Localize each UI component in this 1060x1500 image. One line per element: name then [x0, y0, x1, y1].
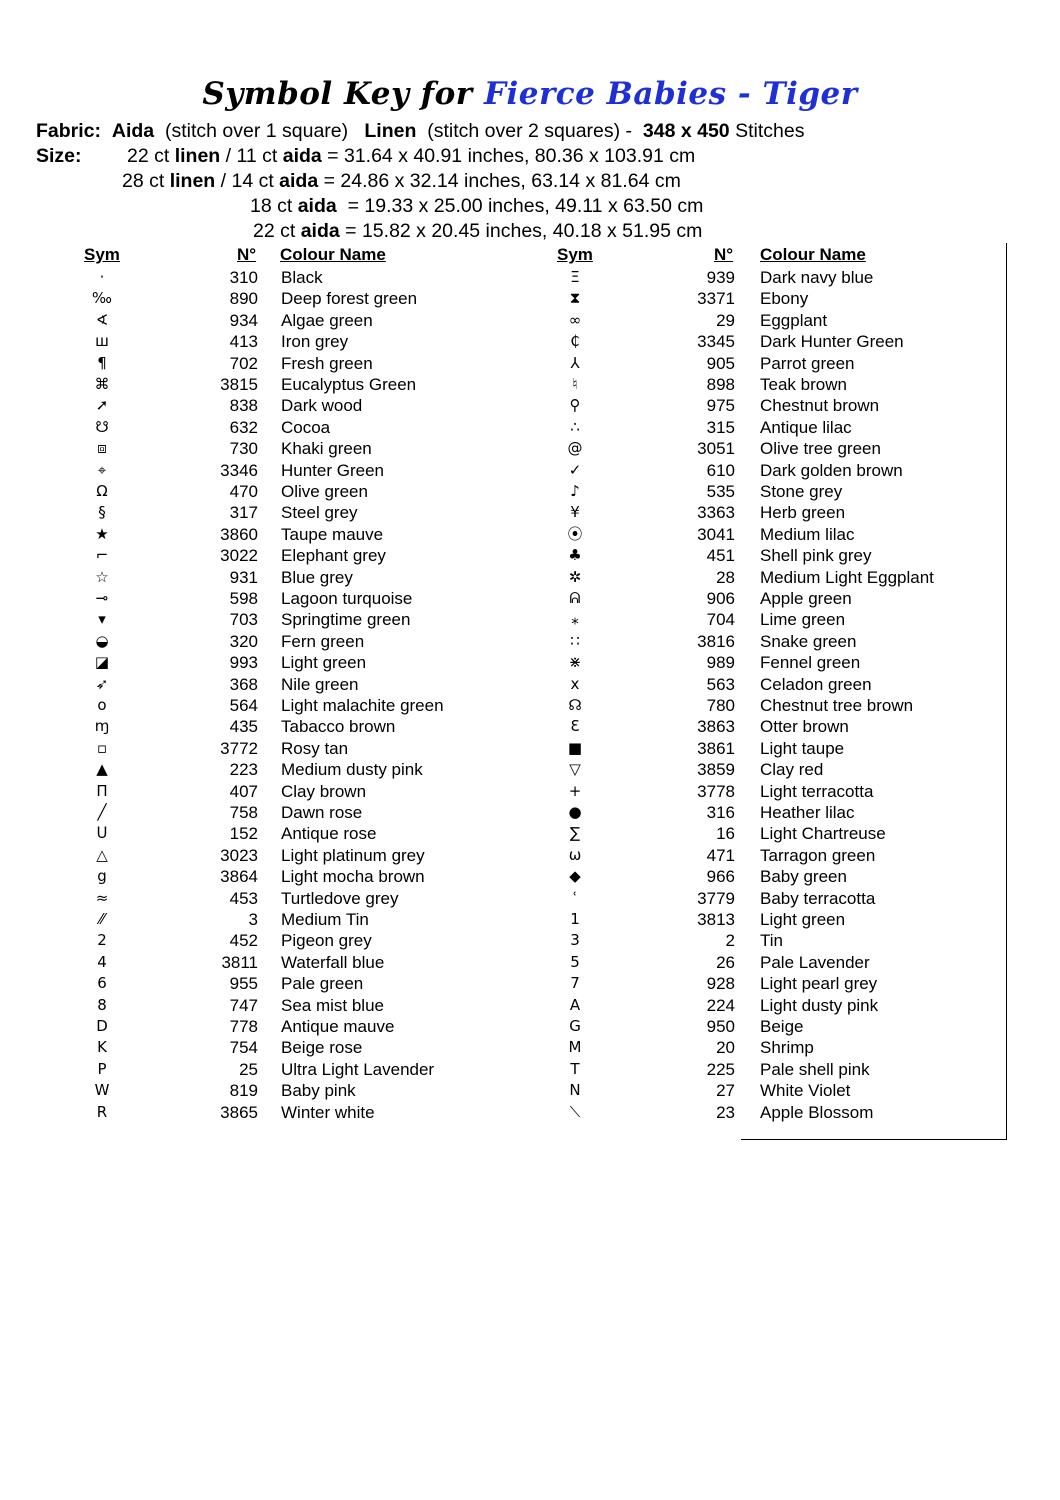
colour-name: Olive tree green — [760, 439, 881, 459]
size-line-2 — [122, 169, 681, 193]
floss-number: 934 — [229, 310, 258, 330]
floss-number: 989 — [706, 653, 735, 673]
colour-name: Waterfall blue — [281, 952, 385, 972]
symbol-glyph: ⌐ — [95, 546, 109, 565]
colour-name: Baby pink — [281, 1081, 356, 1101]
colour-name: Winter white — [281, 1102, 375, 1122]
size-line-1-e: = 31.64 x 40.91 inches, 80.36 x 103.91 cm — [321, 145, 696, 167]
symbol-glyph: 8 — [97, 995, 107, 1014]
colour-name: Blue grey — [281, 567, 353, 587]
size-line-4-a: 22 ct — [253, 220, 301, 242]
left-header-name: Colour Name — [280, 245, 386, 264]
floss-number: 3816 — [697, 631, 735, 651]
colour-name: Baby terracotta — [760, 888, 876, 908]
floss-number: 754 — [229, 1038, 258, 1058]
symbol-glyph: D — [96, 1017, 108, 1035]
colour-name: Teak brown — [760, 375, 847, 394]
symbol-glyph: ∢ — [95, 310, 109, 329]
symbol-glyph: ♪ — [570, 482, 580, 500]
floss-number: 3778 — [697, 781, 735, 801]
symbol-glyph: ⧗ — [569, 289, 581, 308]
size-line-3 — [250, 194, 703, 218]
floss-number: 23 — [716, 1102, 735, 1122]
colour-name: Tarragon green — [760, 845, 876, 865]
floss-number: 598 — [229, 589, 258, 608]
symbol-glyph: ⁎ — [571, 610, 579, 629]
symbol-glyph: M — [568, 1038, 582, 1057]
floss-number: 931 — [229, 567, 258, 587]
floss-number: 778 — [229, 1017, 258, 1036]
colour-name: Beige — [760, 1017, 804, 1036]
floss-number: 225 — [706, 1059, 735, 1079]
fabric-linen-note: (stitch over 2 squares) - — [427, 120, 633, 142]
symbol-glyph: ¶ — [97, 353, 107, 372]
colour-name: Pale shell pink — [760, 1059, 870, 1079]
floss-number: 950 — [706, 1017, 735, 1036]
floss-number: 563 — [706, 674, 735, 694]
symbol-glyph: ᕱ — [569, 589, 581, 607]
symbol-glyph: A — [569, 995, 581, 1014]
symbol-glyph: ⌖ — [97, 460, 107, 479]
symbol-glyph: ♮ — [572, 375, 578, 393]
symbol-glyph: 2 — [97, 931, 107, 950]
colour-name: Apple green — [760, 589, 852, 608]
size-line-3-d: aida — [297, 195, 337, 217]
colour-name: Hunter Green — [281, 460, 384, 480]
colour-name: Deep forest green — [281, 289, 418, 309]
symbol-glyph: N — [569, 1081, 581, 1100]
floss-number: 470 — [229, 482, 258, 501]
colour-name: Light taupe — [760, 738, 845, 758]
symbol-glyph: ∞ — [568, 310, 582, 329]
floss-number: 28 — [716, 567, 735, 587]
floss-number: 316 — [706, 803, 735, 822]
colour-name: Shell pink grey — [760, 546, 872, 566]
table-bottom-rule — [741, 1139, 1007, 1140]
page-title — [0, 76, 1060, 112]
floss-number: 3813 — [697, 910, 735, 929]
symbol-glyph: x — [570, 674, 580, 693]
floss-number: 535 — [706, 482, 735, 501]
left-header-sym: Sym — [84, 245, 120, 264]
symbol-glyph: ⋇ — [568, 653, 582, 672]
floss-number: 632 — [229, 417, 258, 437]
colour-name: Parrot green — [760, 353, 855, 373]
colour-name: Clay red — [760, 760, 824, 780]
symbol-glyph: ⊸ — [95, 589, 109, 607]
symbol-glyph: G — [569, 1017, 581, 1035]
colour-name: Light malachite green — [281, 696, 444, 715]
symbol-glyph: o — [97, 696, 107, 714]
floss-number: 730 — [229, 439, 258, 459]
symbol-glyph: g — [97, 867, 107, 886]
symbol-glyph: ₵ — [570, 332, 580, 351]
symbol-glyph: ∷ — [570, 631, 580, 650]
symbol-glyph: ⌘ — [94, 375, 110, 393]
symbol-glyph: ⦿ — [567, 524, 583, 543]
colour-name: White Violet — [760, 1081, 851, 1101]
floss-number: 407 — [229, 781, 258, 801]
floss-number: 966 — [706, 867, 735, 887]
symbol-glyph: · — [99, 268, 105, 286]
size-label-line — [36, 144, 82, 168]
floss-number: 25 — [239, 1059, 258, 1079]
floss-number: 453 — [229, 888, 258, 908]
symbol-glyph: T — [570, 1059, 580, 1078]
symbol-glyph: ⅄ — [570, 353, 580, 372]
colour-name: Heather lilac — [760, 803, 855, 822]
floss-number: 223 — [229, 760, 258, 780]
colour-name: Lime green — [760, 610, 846, 630]
symbol-glyph: ╱ — [97, 803, 107, 821]
colour-name: Khaki green — [281, 439, 372, 459]
floss-number: 317 — [229, 503, 258, 523]
floss-number: 3 — [248, 910, 258, 929]
floss-number: 758 — [229, 803, 258, 822]
floss-number: 20 — [716, 1038, 735, 1058]
size-label: Size: — [36, 145, 82, 167]
colour-name: Rosy tan — [281, 738, 349, 758]
symbol-glyph: 5 — [570, 952, 580, 971]
floss-number: 3859 — [697, 760, 735, 780]
symbol-glyph: ▽ — [569, 760, 581, 779]
colour-name: Eggplant — [760, 310, 828, 330]
symbol-glyph: ‰ — [91, 289, 113, 308]
size-line-3-e: = 19.33 x 25.00 inches, 49.11 x 63.50 cm — [336, 195, 704, 217]
symbol-glyph: ⚲ — [569, 396, 581, 415]
floss-number: 315 — [706, 417, 735, 437]
colour-name: Tin — [760, 931, 783, 951]
size-line-4 — [253, 219, 702, 243]
symbol-glyph: ⁄⁄ — [99, 910, 105, 928]
floss-number: 320 — [229, 631, 258, 651]
floss-number: 310 — [229, 268, 258, 287]
size-line-1-b: linen — [174, 145, 221, 167]
symbol-glyph: ➚ — [95, 396, 109, 415]
symbol-glyph: ☊ — [568, 696, 582, 714]
symbol-glyph: П — [96, 781, 108, 800]
size-line-4-d: aida — [300, 220, 340, 242]
floss-number: 3023 — [220, 845, 258, 865]
size-line-2-a: 28 ct — [122, 170, 170, 192]
colour-name: Ultra Light Lavender — [281, 1059, 435, 1079]
colour-name: Stone grey — [760, 482, 843, 501]
floss-number: 610 — [706, 460, 735, 480]
symbol-glyph: P — [97, 1059, 107, 1078]
symbol-glyph: ш — [95, 332, 109, 351]
colour-name: Light Chartreuse — [760, 824, 886, 844]
colour-name: Medium Tin — [281, 910, 369, 929]
floss-number: 3346 — [220, 460, 258, 480]
symbol-glyph: 6 — [97, 974, 107, 993]
colour-name: Taupe mauve — [281, 524, 384, 544]
floss-number: 955 — [229, 974, 258, 994]
symbol-glyph: ▫ — [96, 738, 108, 757]
colour-name: Sea mist blue — [281, 995, 384, 1015]
colour-name: Medium lilac — [760, 524, 855, 544]
symbol-glyph: ¥ — [570, 503, 580, 522]
floss-number: 993 — [229, 653, 258, 673]
floss-number: 819 — [229, 1081, 258, 1101]
colour-name: Light green — [760, 910, 846, 929]
symbol-glyph: ≈ — [95, 888, 109, 907]
left-header-num: N° — [237, 245, 257, 264]
symbol-glyph: § — [98, 503, 106, 522]
symbol-glyph: ʿ — [572, 888, 578, 907]
size-line-1-c: / 11 ct — [220, 145, 283, 167]
symbol-glyph: ☆ — [95, 567, 109, 586]
size-line-2-d: aida — [279, 170, 319, 192]
symbol-glyph: 4 — [97, 952, 107, 971]
colour-name: Antique rose — [281, 824, 377, 844]
symbol-glyph: K — [97, 1038, 107, 1057]
floss-number: 26 — [716, 952, 735, 972]
colour-name: Pale Lavender — [760, 952, 870, 972]
colour-name: Dark navy blue — [760, 268, 874, 287]
size-line-2-c: / 14 ct — [215, 170, 280, 192]
colour-name: Antique lilac — [760, 417, 852, 437]
colour-name: Light pearl grey — [760, 974, 878, 994]
floss-number: 435 — [229, 717, 258, 737]
symbol-glyph: ■ — [567, 738, 583, 757]
floss-number: 780 — [706, 696, 735, 715]
colour-name: Beige rose — [281, 1038, 363, 1058]
floss-number: 747 — [229, 995, 258, 1015]
floss-number: 29 — [716, 310, 735, 330]
symbol-glyph: ⟍ — [569, 1102, 581, 1121]
floss-number: 3371 — [697, 289, 735, 309]
colour-name: Dark golden brown — [760, 460, 903, 480]
colour-name: Lagoon turquoise — [281, 589, 413, 608]
colour-name: Ebony — [760, 289, 809, 309]
title-prefix: Symbol Key for — [202, 76, 473, 112]
symbol-glyph: ᑌ — [96, 824, 108, 843]
colour-name: Black — [281, 268, 323, 287]
colour-name: Light green — [281, 653, 367, 673]
floss-number: 3779 — [697, 888, 735, 908]
floss-number: 3861 — [697, 738, 735, 758]
floss-number: 2 — [725, 931, 735, 951]
colour-name: Springtime green — [281, 610, 411, 630]
fabric-linen: Linen — [364, 120, 417, 142]
symbol-glyph: Ɛ — [570, 717, 580, 736]
colour-name: Light dusty pink — [760, 995, 879, 1015]
symbol-glyph: Ω — [96, 482, 108, 500]
floss-number: 3860 — [220, 524, 258, 544]
floss-number: 3863 — [697, 717, 735, 737]
fabric-label: Fabric: — [36, 120, 102, 142]
fabric-line — [36, 119, 804, 143]
floss-number: 702 — [229, 353, 258, 373]
floss-number: 3772 — [220, 738, 258, 758]
colour-name: Pigeon grey — [281, 931, 372, 951]
colour-name: Tabacco brown — [281, 717, 396, 737]
colour-name: Pale green — [281, 974, 364, 994]
floss-number: 3022 — [220, 546, 258, 566]
colour-name: Celadon green — [760, 674, 872, 694]
symbol-glyph: R — [96, 1102, 108, 1121]
colour-name: Nile green — [281, 674, 359, 694]
floss-number: 704 — [706, 610, 735, 630]
floss-number: 905 — [706, 353, 735, 373]
size-line-1 — [127, 144, 695, 168]
colour-name: Medium dusty pink — [281, 760, 423, 780]
symbol-glyph: ◆ — [569, 867, 581, 886]
size-line-2-e: = 24.86 x 32.14 inches, 63.14 x 81.64 cm — [318, 170, 681, 192]
floss-number: 3363 — [697, 503, 735, 523]
colour-name: Algae green — [281, 310, 373, 330]
floss-number: 3811 — [221, 952, 258, 972]
colour-name: Light terracotta — [760, 781, 874, 801]
symbol-glyph: ★ — [95, 524, 109, 543]
symbol-glyph: ✓ — [568, 460, 582, 479]
symbol-glyph: + — [568, 781, 582, 800]
size-line-1-a: 22 ct — [127, 145, 175, 167]
symbol-glyph: ⧈ — [97, 439, 107, 458]
floss-number: 890 — [229, 289, 258, 309]
floss-number: 413 — [229, 332, 258, 352]
right-header-name: Colour Name — [760, 245, 866, 264]
symbol-glyph: ➶ — [95, 674, 109, 693]
right-header-num: N° — [714, 245, 734, 264]
colour-name: Turtledove grey — [281, 888, 399, 908]
colour-name: Shrimp — [760, 1038, 814, 1058]
floss-number: 939 — [706, 268, 735, 287]
floss-number: 838 — [229, 396, 258, 416]
floss-number: 928 — [706, 974, 735, 994]
colour-name: Iron grey — [281, 332, 349, 352]
colour-name: Dark wood — [281, 396, 363, 416]
symbol-glyph: 3 — [570, 931, 580, 950]
floss-number: 3051 — [697, 439, 735, 459]
colour-name: Steel grey — [281, 503, 358, 523]
table-right-rule — [1006, 243, 1007, 1139]
size-line-2-b: linen — [169, 170, 216, 192]
symbol-glyph: ɱ — [94, 717, 110, 736]
colour-name: Eucalyptus Green — [281, 375, 417, 394]
colour-name: Elephant grey — [281, 546, 386, 566]
symbol-glyph: ∑ — [569, 824, 581, 843]
colour-name: Dawn rose — [281, 803, 363, 822]
colour-name: Chestnut tree brown — [760, 696, 914, 715]
colour-name: Otter brown — [760, 717, 849, 737]
symbol-glyph: △ — [96, 845, 108, 864]
colour-name: Medium Light Eggplant — [760, 567, 934, 587]
colour-name: Light platinum grey — [281, 845, 425, 865]
colour-name: Apple Blossom — [760, 1102, 874, 1122]
size-line-3-a: 18 ct — [250, 195, 298, 217]
floss-number: 368 — [229, 674, 258, 694]
symbol-glyph: ☋ — [95, 417, 109, 436]
colour-name: Light mocha brown — [281, 867, 425, 887]
stitches-word: Stitches — [735, 120, 805, 142]
symbol-glyph: ∴ — [570, 417, 580, 436]
floss-number: 152 — [229, 824, 258, 844]
symbol-glyph: ◒ — [95, 631, 109, 650]
colour-name: Chestnut brown — [760, 396, 880, 416]
colour-name: Baby green — [760, 867, 847, 887]
colour-name: Snake green — [760, 631, 857, 651]
floss-number: 3865 — [220, 1102, 258, 1122]
symbol-glyph: 7 — [570, 974, 580, 993]
floss-number: 3041 — [697, 524, 735, 544]
colour-name: Antique mauve — [281, 1017, 395, 1036]
symbol-glyph: 1 — [570, 910, 580, 928]
floss-number: 452 — [229, 931, 258, 951]
right-header-sym: Sym — [557, 245, 593, 264]
floss-number: 16 — [716, 824, 735, 844]
floss-number: 906 — [706, 589, 735, 608]
symbol-glyph: ω — [568, 845, 582, 864]
floss-number: 3815 — [220, 375, 258, 394]
floss-number: 224 — [706, 995, 735, 1015]
floss-number: 898 — [706, 375, 735, 394]
stitches-count: 348 x 450 — [642, 120, 730, 142]
floss-number: 975 — [706, 396, 735, 416]
fabric-aida: Aida — [111, 120, 155, 142]
floss-number: 3864 — [220, 867, 258, 887]
symbol-glyph: ▲ — [96, 760, 108, 779]
floss-number: 564 — [229, 696, 258, 715]
colour-name: Dark Hunter Green — [760, 332, 904, 352]
colour-name: Fern green — [281, 631, 365, 651]
size-line-4-e: = 15.82 x 20.45 inches, 40.18 x 51.95 cm — [339, 220, 703, 242]
symbol-glyph: ◪ — [94, 653, 110, 672]
floss-number: 471 — [706, 845, 735, 865]
symbol-glyph: Ξ — [570, 268, 580, 286]
colour-name: Herb green — [760, 503, 846, 523]
colour-name: Clay brown — [281, 781, 367, 801]
symbol-glyph: W — [94, 1081, 110, 1100]
colour-name: Fresh green — [281, 353, 373, 373]
symbol-glyph: ✲ — [568, 567, 582, 586]
floss-number: 3345 — [697, 332, 735, 352]
title-subject: Fierce Babies - Tiger — [483, 76, 858, 112]
symbol-glyph: ● — [568, 803, 582, 821]
floss-number: 451 — [706, 546, 735, 566]
floss-number: 703 — [229, 610, 258, 630]
fabric-aida-note: (stitch over 1 square) — [164, 120, 349, 142]
floss-number: 27 — [716, 1081, 735, 1101]
colour-name: Olive green — [281, 482, 368, 501]
colour-name: Cocoa — [281, 417, 331, 437]
symbol-glyph: ♣ — [568, 546, 582, 565]
size-line-1-d: aida — [282, 145, 322, 167]
colour-name: Fennel green — [760, 653, 861, 673]
symbol-glyph: @ — [567, 439, 583, 458]
symbol-glyph: ▾ — [98, 610, 106, 629]
